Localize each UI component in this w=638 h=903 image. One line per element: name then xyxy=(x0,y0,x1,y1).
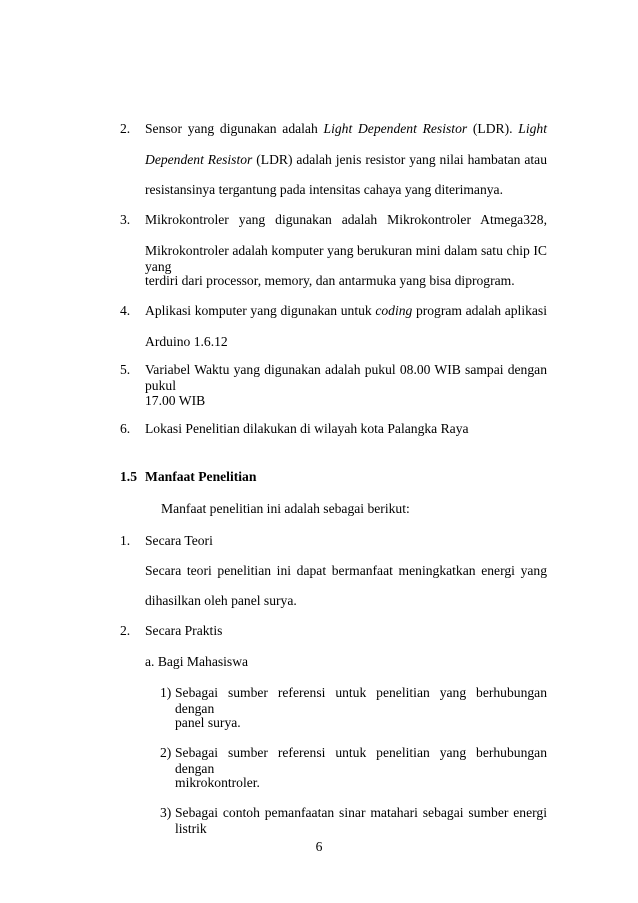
italic-term: Light xyxy=(518,121,548,136)
text-run: Lokasi Penelitian dilakukan di wilayah kota Palangka Raya xyxy=(145,421,469,436)
text-run: Variabel Waktu yang digunakan adalah pukul 08.00 WIB sampai dengan pukul xyxy=(145,362,547,393)
text-run: program adalah aplikasi xyxy=(412,303,547,318)
list-item-text xyxy=(145,334,228,350)
point-text: mikrokontroler. xyxy=(175,775,260,790)
benefit-number: 1. xyxy=(120,533,131,548)
list-item-text xyxy=(145,273,515,289)
text-run: 17.00 WIB xyxy=(145,393,206,408)
section-intro: Manfaat penelitian ini adalah sebagai berikut: xyxy=(161,501,410,516)
text-run: (LDR) adalah jenis resistor yang nilai hambatan atau xyxy=(252,152,547,167)
list-item-text xyxy=(145,182,503,198)
italic-term: Light Dependent Resistor xyxy=(323,121,468,136)
point-text: Sebagai sumber referensi untuk penelitian yang berhubungan dengan xyxy=(175,685,547,716)
page-number: 6 xyxy=(315,839,323,854)
list-item-number: 5. xyxy=(120,362,131,377)
text-run: Mikrokontroler yang digunakan adalah Mikrokontroler Atmega328, xyxy=(145,212,547,227)
list-item-number: 4. xyxy=(120,303,131,318)
text-run: terdiri dari processor, memory, dan antarmuka yang bisa diprogram. xyxy=(145,273,515,288)
sub-item-students: a. Bagi Mahasiswa xyxy=(145,654,249,669)
point-text: Sebagai contoh pemanfaatan sinar matahari sebagai sumber energi listrik xyxy=(175,805,547,836)
list-item-text xyxy=(145,362,547,393)
list-item-text xyxy=(145,212,547,228)
list-item-text xyxy=(145,243,547,274)
list-item-text xyxy=(145,303,547,319)
list-item-text xyxy=(145,152,547,168)
benefit-number: 2. xyxy=(120,623,131,638)
section-number: 1.5 xyxy=(120,469,137,484)
text-run: Arduino 1.6.12 xyxy=(145,334,228,349)
italic-term: Dependent Resistor xyxy=(145,152,253,167)
point-number: 2) xyxy=(160,745,172,760)
list-item-number: 6. xyxy=(120,421,131,436)
text-run: (LDR). xyxy=(467,121,519,136)
italic-term: coding xyxy=(375,303,413,318)
text-run: Aplikasi komputer yang digunakan untuk xyxy=(145,303,376,318)
point-text: panel surya. xyxy=(175,715,241,730)
benefit-title-theory: Secara Teori xyxy=(145,533,213,548)
list-item-text xyxy=(145,421,469,437)
benefit-theory-text: dihasilkan oleh panel surya. xyxy=(145,593,297,608)
benefit-title-practical: Secara Praktis xyxy=(145,623,223,638)
list-item-text xyxy=(145,121,547,137)
list-item-number: 2. xyxy=(120,121,131,136)
point-number: 1) xyxy=(160,685,172,700)
point-text: Sebagai sumber referensi untuk penelitian yang berhubungan dengan xyxy=(175,745,547,776)
text-run: Sensor yang digunakan adalah xyxy=(145,121,324,136)
text-run: resistansinya tergantung pada intensitas cahaya yang diterimanya. xyxy=(145,182,503,197)
list-item-number: 3. xyxy=(120,212,131,227)
section-title: Manfaat Penelitian xyxy=(145,469,257,484)
text-run: Mikrokontroler adalah komputer yang berukuran mini dalam satu chip IC yang xyxy=(145,243,547,274)
list-item-text xyxy=(145,393,205,409)
point-number: 3) xyxy=(160,805,172,820)
benefit-theory-text: Secara teori penelitian ini dapat bermanfaat meningkatkan energi yang xyxy=(145,563,547,578)
